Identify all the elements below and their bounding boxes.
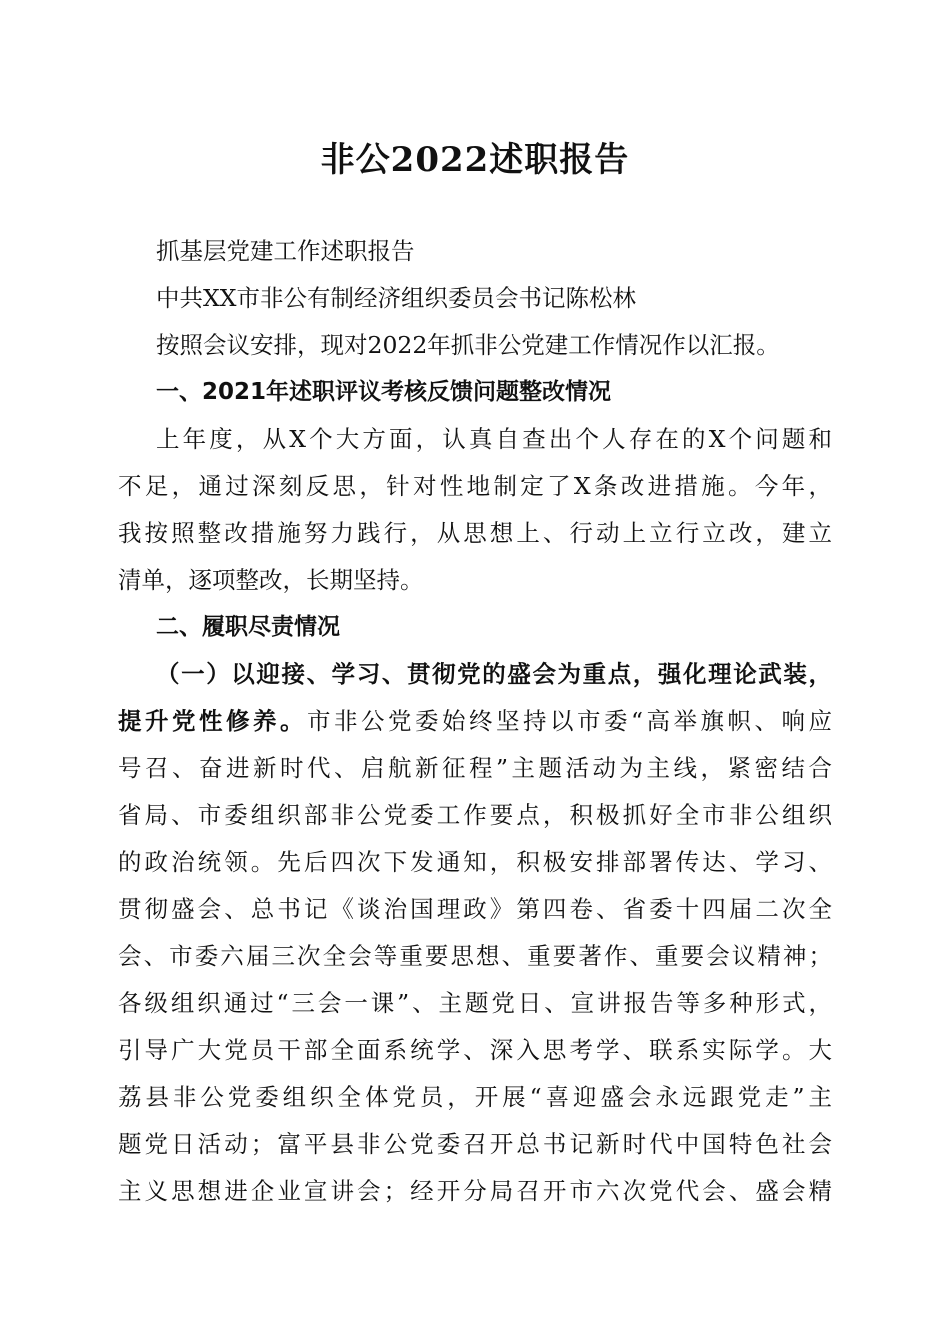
subsection-heading-end: 提升党性修养。 [118, 707, 307, 735]
paragraph-line: 引导广大党员干部全面系统学、深入思考学、联系实际学。大 [118, 1036, 832, 1064]
paragraph-line: 我按照整改措施努力践行，从思想上、行动上立行立改，建立 [118, 519, 832, 547]
subsection-heading: （一）以迎接、学习、贯彻党的盛会为重点，强化理论武装， [156, 660, 832, 688]
paragraph-text: 市非公党委始终坚持以市委“高举旗帜、响应 [307, 707, 833, 735]
paragraph-line: 题党日活动；富平县非公党委召开总书记新时代中国特色社会 [118, 1130, 832, 1158]
section-heading: 二、履职尽责情况 [156, 614, 340, 640]
paragraph-line: 清单，逐项整改，长期坚持。 [118, 566, 424, 594]
document-title: 非公2022述职报告 [320, 140, 630, 180]
intro-line: 中共XX市非公有制经济组织委员会书记陈松林 [156, 284, 636, 312]
paragraph-line: 不足，通过深刻反思，针对性地制定了X条改进措施。今年， [118, 472, 832, 500]
section-heading: 一、2021年述职评议考核反馈问题整改情况 [156, 379, 612, 405]
paragraph-line: 荔县非公党委组织全体党员，开展“喜迎盛会永远跟党走”主 [118, 1083, 832, 1111]
paragraph-line: 省局、市委组织部非公党委工作要点，积极抓好全市非公组织 [118, 801, 832, 829]
intro-line: 抓基层党建工作述职报告 [156, 237, 415, 265]
paragraph-line [118, 698, 832, 745]
paragraph-line: 会、市委六届三次全会等重要思想、重要著作、重要会议精神； [118, 942, 832, 970]
intro-line: 按照会议安排，现对2022年抓非公党建工作情况作以汇报。 [156, 331, 780, 359]
document-body [118, 228, 832, 1215]
paragraph-line: 贯彻盛会、总书记《谈治国理政》第四卷、省委十四届二次全 [118, 895, 832, 923]
paragraph-line: 上年度，从X个大方面，认真自查出个人存在的X个问题和 [156, 425, 832, 453]
paragraph-line: 主义思想进企业宣讲会；经开分局召开市六次党代会、盛会精 [118, 1177, 832, 1205]
paragraph-line: 号召、奋进新时代、启航新征程”主题活动为主线，紧密结合 [118, 754, 832, 782]
paragraph-line: 各级组织通过“三会一课”、主题党日、宣讲报告等多种形式， [118, 989, 832, 1017]
paragraph-line: 的政治统领。先后四次下发通知，积极安排部署传达、学习、 [118, 848, 832, 876]
